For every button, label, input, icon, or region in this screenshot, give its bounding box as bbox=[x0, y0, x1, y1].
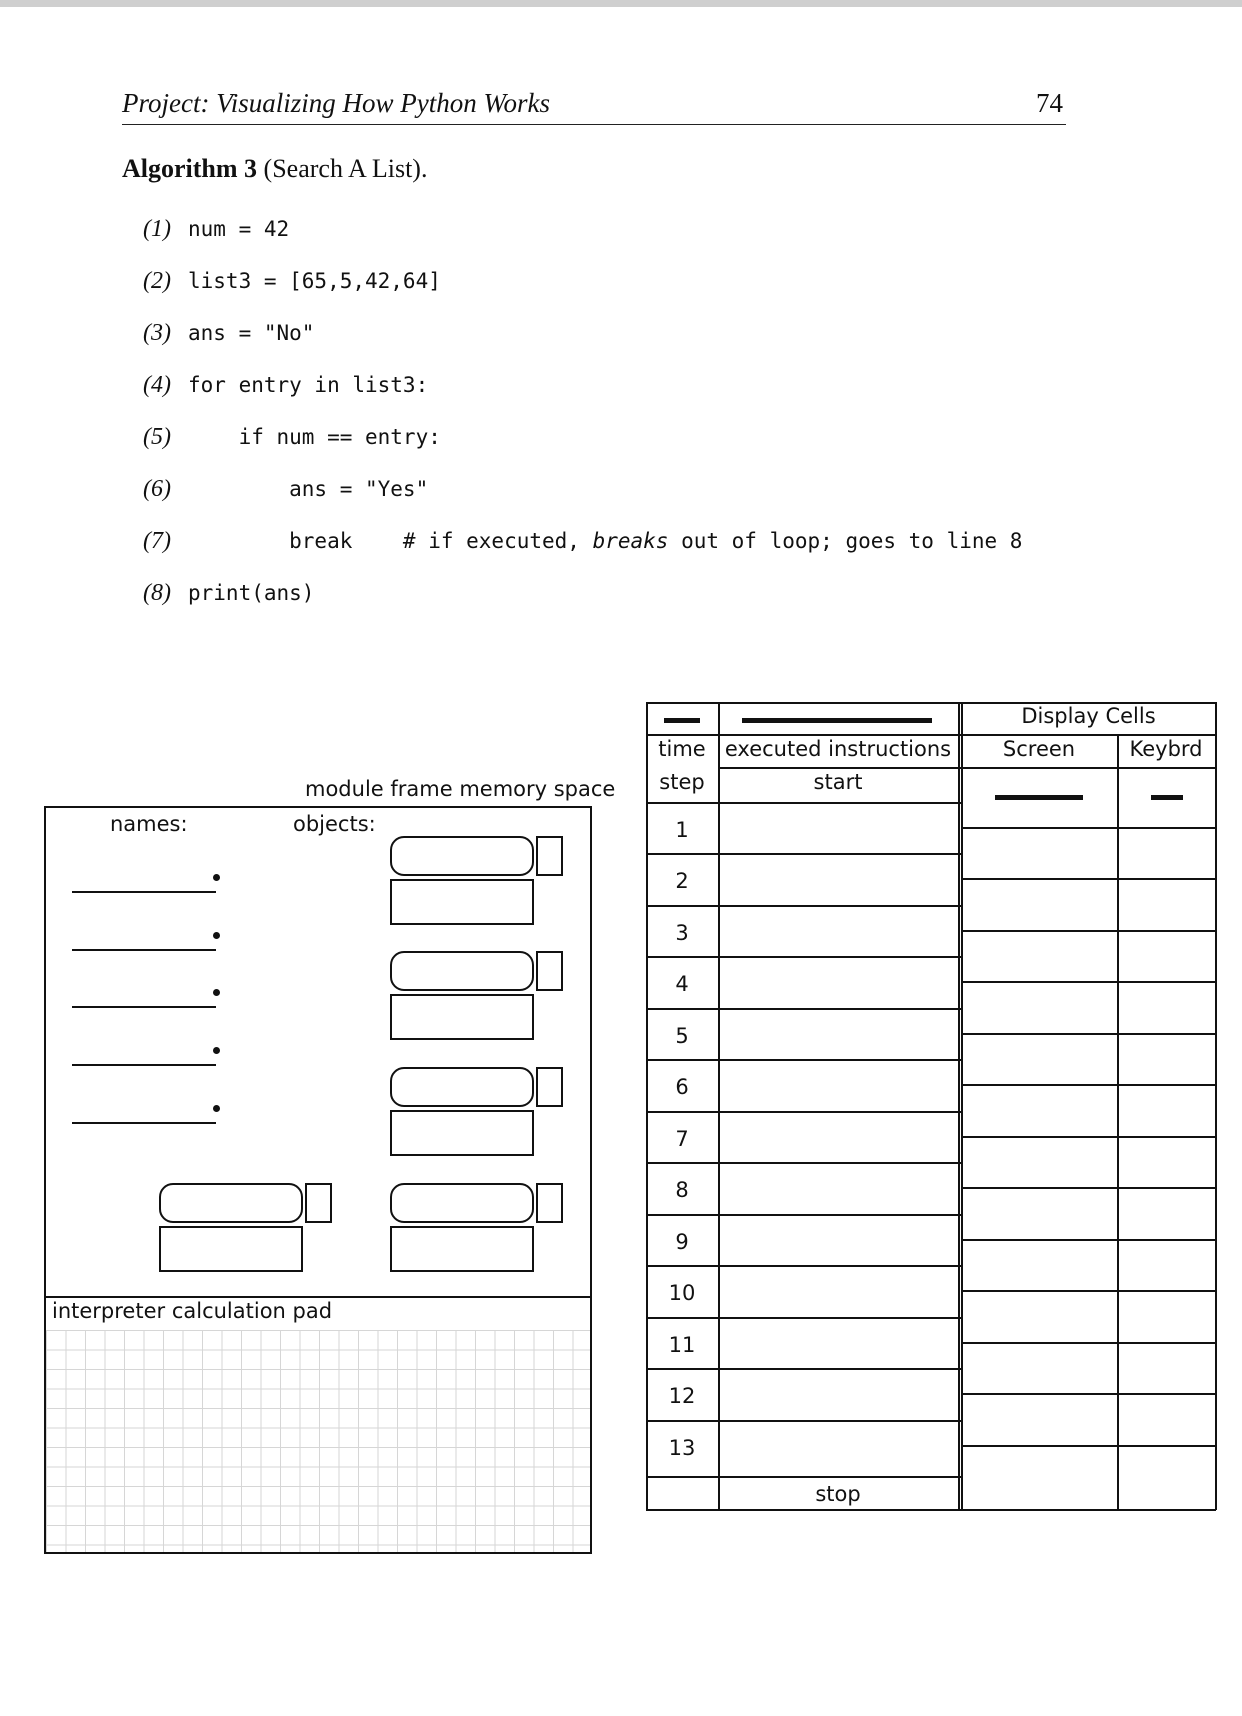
step-number: 11 bbox=[668, 1333, 696, 1357]
object-type-slot[interactable] bbox=[159, 1183, 303, 1223]
code-line-8 bbox=[143, 580, 314, 607]
code-line-2 bbox=[143, 268, 441, 295]
line-number: (3) bbox=[143, 320, 171, 346]
object-value-slot[interactable] bbox=[390, 879, 534, 925]
step-number: 12 bbox=[668, 1384, 696, 1408]
step-number: 5 bbox=[675, 1024, 689, 1048]
table-rule bbox=[961, 878, 1216, 880]
table-border bbox=[646, 1509, 1216, 1511]
table-rule bbox=[961, 1084, 1216, 1086]
table-rule bbox=[961, 827, 1216, 829]
table-rule bbox=[646, 1059, 961, 1061]
table-rule bbox=[646, 1162, 961, 1164]
code-text: print(ans) bbox=[188, 581, 315, 605]
objects-label: objects: bbox=[293, 812, 376, 836]
code-text: if num == entry: bbox=[188, 425, 441, 449]
step-number: 2 bbox=[675, 869, 689, 893]
executed-instructions-header: executed instructions bbox=[724, 737, 952, 761]
table-rule bbox=[961, 1136, 1216, 1138]
step-number: 9 bbox=[675, 1230, 689, 1254]
table-rule bbox=[646, 956, 961, 958]
line-number: (2) bbox=[143, 268, 171, 294]
calculation-pad-grid[interactable] bbox=[46, 1330, 590, 1552]
object-value-slot[interactable] bbox=[390, 1226, 534, 1272]
line-number: (7) bbox=[143, 528, 171, 554]
code-line-5 bbox=[143, 424, 441, 451]
running-header-title: Project: Visualizing How Python Works bbox=[122, 88, 550, 118]
object-refcount-slot[interactable] bbox=[536, 1067, 563, 1107]
name-slot[interactable] bbox=[72, 949, 216, 951]
pad-divider bbox=[44, 1296, 592, 1298]
object-type-slot[interactable] bbox=[390, 836, 534, 876]
object-type-slot[interactable] bbox=[390, 1183, 534, 1223]
step-number: 13 bbox=[668, 1436, 696, 1460]
algorithm-heading bbox=[122, 154, 427, 184]
object-type-slot[interactable] bbox=[390, 951, 534, 991]
names-label: names: bbox=[110, 812, 188, 836]
table-rule bbox=[961, 1290, 1216, 1292]
name-slot[interactable] bbox=[72, 1122, 216, 1124]
reference-dot bbox=[213, 932, 220, 939]
table-rule bbox=[961, 1342, 1216, 1344]
object-value-slot[interactable] bbox=[390, 994, 534, 1040]
code-line-4 bbox=[143, 372, 428, 399]
start-label: start bbox=[813, 770, 863, 794]
step-number: 7 bbox=[675, 1127, 689, 1151]
table-rule bbox=[961, 930, 1216, 932]
algorithm-name: (Search A List). bbox=[263, 154, 428, 183]
code-line-6 bbox=[143, 476, 428, 503]
table-rule bbox=[646, 1476, 961, 1478]
code-text: ans = "Yes" bbox=[188, 477, 429, 501]
blank-slot[interactable] bbox=[664, 718, 700, 723]
object-refcount-slot[interactable] bbox=[536, 836, 563, 876]
table-rule bbox=[961, 1445, 1216, 1447]
step-number: 3 bbox=[675, 921, 689, 945]
table-rule bbox=[646, 905, 961, 907]
step-number: 6 bbox=[675, 1075, 689, 1099]
code-line-1 bbox=[143, 216, 289, 243]
code-text: list3 = [65,5,42,64] bbox=[188, 269, 441, 293]
name-slot[interactable] bbox=[72, 891, 216, 893]
line-number: (5) bbox=[143, 424, 171, 450]
table-rule bbox=[961, 1393, 1216, 1395]
reference-dot bbox=[213, 989, 220, 996]
step-number: 4 bbox=[675, 972, 689, 996]
code-text: for entry in list3: bbox=[188, 373, 429, 397]
object-refcount-slot[interactable] bbox=[305, 1183, 332, 1223]
step-header: step bbox=[659, 770, 705, 794]
table-divider bbox=[961, 702, 963, 1510]
table-divider bbox=[718, 702, 720, 1510]
step-number: 8 bbox=[675, 1178, 689, 1202]
calculation-pad-label: interpreter calculation pad bbox=[52, 1299, 333, 1323]
table-rule bbox=[646, 853, 961, 855]
object-value-slot[interactable] bbox=[159, 1226, 303, 1272]
code-text: num = 42 bbox=[188, 217, 290, 241]
line-number: (4) bbox=[143, 372, 171, 398]
blank-slot[interactable] bbox=[995, 795, 1083, 800]
table-rule bbox=[646, 1317, 961, 1319]
reference-dot bbox=[213, 1105, 220, 1112]
table-rule bbox=[646, 734, 1216, 736]
stop-label: stop bbox=[815, 1482, 861, 1506]
page-number: 74 bbox=[1036, 88, 1063, 118]
step-number: 1 bbox=[675, 818, 689, 842]
table-rule bbox=[646, 1265, 961, 1267]
header-rule bbox=[122, 124, 1066, 125]
blank-slot[interactable] bbox=[1151, 795, 1183, 800]
table-rule bbox=[646, 1111, 961, 1113]
table-rule bbox=[961, 981, 1216, 983]
table-divider bbox=[958, 702, 960, 1510]
step-number: 10 bbox=[668, 1281, 696, 1305]
window-top-border bbox=[0, 0, 1242, 7]
table-rule bbox=[646, 1368, 961, 1370]
code-text: ans = "No" bbox=[188, 321, 315, 345]
screen-header: Screen bbox=[1002, 737, 1076, 761]
table-rule bbox=[646, 802, 961, 804]
table-rule bbox=[646, 1214, 961, 1216]
table-rule bbox=[961, 1187, 1216, 1189]
name-slot[interactable] bbox=[72, 1006, 216, 1008]
reference-dot bbox=[213, 874, 220, 881]
code-line-3 bbox=[143, 320, 314, 347]
table-rule bbox=[646, 1008, 961, 1010]
algorithm-label: Algorithm 3 bbox=[122, 154, 258, 183]
object-type-slot[interactable] bbox=[390, 1067, 534, 1107]
name-slot[interactable] bbox=[72, 1064, 216, 1066]
line-number: (8) bbox=[143, 580, 171, 606]
table-rule bbox=[646, 1420, 961, 1422]
code-text: break # if executed, breaks out of loop; goes to line 8 bbox=[188, 529, 1023, 553]
object-refcount-slot[interactable] bbox=[536, 951, 563, 991]
table-rule bbox=[961, 1033, 1216, 1035]
keyboard-header: Keybrd bbox=[1129, 737, 1203, 761]
object-value-slot[interactable] bbox=[390, 1110, 534, 1156]
code-line-7 bbox=[143, 528, 1022, 555]
display-cells-header: Display Cells bbox=[1021, 704, 1156, 728]
memory-frame-title: module frame memory space bbox=[305, 777, 616, 801]
table-rule bbox=[961, 1239, 1216, 1241]
table-border bbox=[1215, 702, 1217, 1510]
line-number: (6) bbox=[143, 476, 171, 502]
blank-slot[interactable] bbox=[742, 718, 932, 723]
table-rule bbox=[718, 767, 1216, 769]
object-refcount-slot[interactable] bbox=[536, 1183, 563, 1223]
line-number: (1) bbox=[143, 216, 171, 242]
reference-dot bbox=[213, 1047, 220, 1054]
time-header: time bbox=[658, 737, 706, 761]
